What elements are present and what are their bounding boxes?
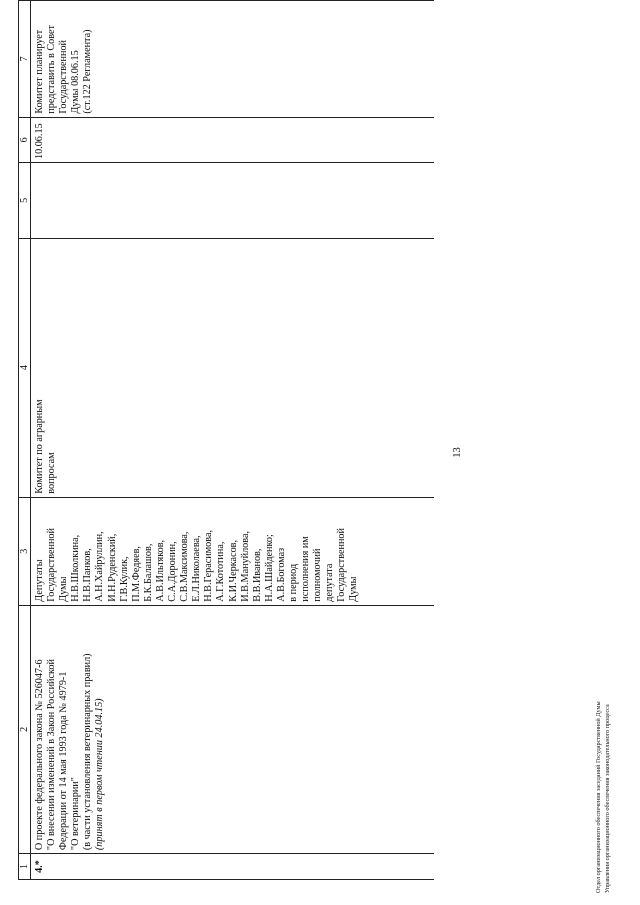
author-line: А.Г.Кототина,	[215, 541, 227, 602]
author-line: Г.В.Кулик,	[118, 556, 130, 602]
author-line: А.В.Ильтяков,	[154, 539, 166, 602]
author-line: Государственной	[46, 528, 58, 602]
table-header	[19, 1, 31, 880]
bill-cell	[31, 605, 435, 853]
authors-list	[34, 501, 361, 602]
plan-line: Думы 08.06.15	[70, 50, 82, 114]
author-line: Н.А.Шайденко;	[263, 534, 275, 602]
bill-status: (принят в первом чтении 24.04.15)	[94, 698, 106, 851]
plan-line: Комитет планирует	[34, 29, 45, 114]
authors-cell	[31, 497, 435, 605]
author-line: П.М.Федяев,	[130, 546, 142, 602]
author-line: Государственной	[336, 528, 348, 602]
bill-line: Федерации от 14 мая 1993 года № 4979-1	[58, 671, 70, 851]
col5-cell	[31, 163, 435, 239]
author-line: Н.В.Школкина,	[70, 534, 82, 602]
author-line: Н.В.Панков,	[82, 548, 94, 602]
author-line: Е.Л.Николаева,	[191, 535, 203, 602]
author-line: полномочий	[312, 548, 324, 602]
plan-line: Государственной	[58, 39, 70, 114]
header-col-1: 1	[19, 854, 31, 880]
header-col-7: 7	[19, 1, 31, 118]
page-number: 13	[452, 447, 463, 458]
bill-line: "О ветеринарии"	[70, 777, 82, 851]
bills-table	[18, 0, 434, 880]
committee-line: Комитет по аграрным	[34, 399, 45, 494]
author-line: К.И.Черкасов,	[227, 539, 239, 602]
author-line: Б.К.Балашов,	[142, 543, 154, 602]
committee-cell	[31, 238, 435, 497]
author-line: исполнения им	[300, 536, 312, 602]
author-line: Депутаты	[34, 559, 45, 602]
date-cell: 10.06.15	[31, 117, 435, 162]
author-line: В.В.Иванов,	[251, 548, 263, 602]
plan-line: (ст.122 Регламента)	[82, 29, 94, 114]
table-row	[31, 1, 435, 880]
author-line: Думы	[348, 576, 360, 602]
author-line: в период	[287, 563, 299, 602]
author-line: С.А.Доронин,	[167, 541, 179, 602]
header-col-5: 5	[19, 163, 31, 239]
author-line: А.В.Богомаз	[275, 547, 287, 602]
bill-line: "О внесении изменений в Закон Российской	[46, 659, 58, 851]
bill-line: (в части установления ветеринарных правил)	[82, 653, 94, 851]
footer-line: Отдел организационного обеспечения заседаний Государственной Думы	[595, 701, 602, 893]
plan-cell	[31, 1, 435, 118]
document-footer	[594, 393, 612, 893]
author-line: С.В.Максимова,	[179, 531, 191, 602]
row-number: 4.*	[31, 854, 435, 880]
author-line: И.В.Мануйлова,	[239, 530, 251, 602]
header-col-6: 6	[19, 117, 31, 162]
author-line: Думы	[58, 576, 70, 602]
committee-line: вопросам	[46, 452, 58, 494]
author-line: Н.В.Герасимова,	[203, 529, 215, 602]
author-line: депутата	[324, 563, 336, 602]
header-row	[19, 1, 31, 880]
author-line: А.Н.Хайруллин,	[94, 531, 106, 602]
plan-line: представить в Совет	[46, 25, 58, 114]
bill-line: О проекте федерального закона № 526047-6	[34, 659, 45, 851]
footer-line: Управления организационного обеспечения законодательного процесса	[604, 704, 611, 893]
author-line: И.Н.Руденский,	[106, 533, 118, 602]
header-col-3: 3	[19, 497, 31, 605]
header-col-4: 4	[19, 238, 31, 497]
header-col-2: 2	[19, 605, 31, 853]
